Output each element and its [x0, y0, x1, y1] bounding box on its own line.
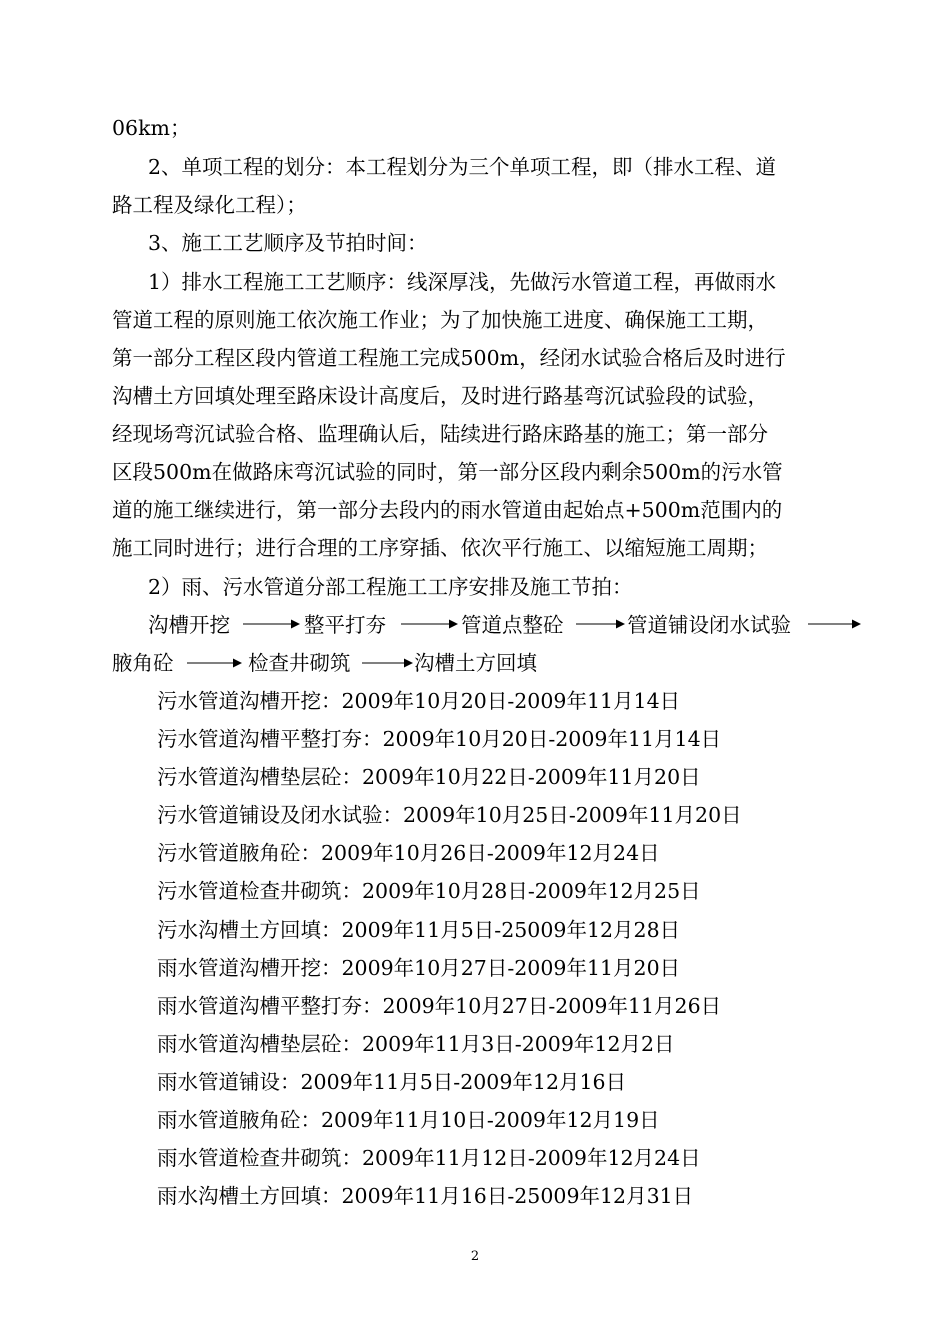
paragraph-line: 道的施工继续进行，第一部分去段内的雨水管道由起始点+500m范围内的	[112, 498, 783, 522]
flow-step: 腋角砼	[112, 651, 174, 675]
schedule-item: 污水管道沟槽平整打夯：2009年10月20日-2009年11月14日	[157, 727, 722, 751]
schedule-item: 雨水沟槽土方回填：2009年11月16日-25009年12月31日	[157, 1184, 694, 1208]
paragraph-line: 管道工程的原则施工依次施工作业；为了加快施工进度、确保施工工期，	[112, 308, 768, 332]
schedule-item: 污水管道沟槽垫层砼：2009年10月22日-2009年11月20日	[157, 765, 701, 789]
flow-step: 检查井砌筑	[248, 651, 351, 675]
schedule-item: 雨水管道沟槽平整打夯：2009年10月27日-2009年11月26日	[157, 994, 722, 1018]
schedule-item: 污水管道铺设及闭水试验：2009年10月25日-2009年11月20日	[157, 803, 742, 827]
paragraph-line: 第一部分工程区段内管道工程施工完成500m，经闭水试验合格后及时进行	[112, 346, 786, 370]
paragraph-line: 路工程及绿化工程）；	[112, 193, 307, 217]
paragraph-line: 06km；	[112, 116, 191, 140]
right-arrow-icon	[243, 617, 301, 631]
paragraph-line: 1）排水工程施工工艺顺序：线深厚浅，先做污水管道工程，再做雨水	[148, 270, 777, 294]
flow-step: 整平打夯	[304, 613, 386, 637]
schedule-item: 雨水管道沟槽垫层砼：2009年11月3日-2009年12月2日	[157, 1032, 675, 1056]
page-number: 2	[470, 1249, 480, 1264]
schedule-item: 污水管道腋角砼：2009年10月26日-2009年12月24日	[157, 841, 660, 865]
schedule-item: 污水管道沟槽开挖：2009年10月20日-2009年11月14日	[157, 689, 681, 713]
flow-step: 沟槽开挖	[148, 613, 230, 637]
paragraph-line: 区段500m在做路床弯沉试验的同时，第一部分区段内剩余500m的污水管	[112, 460, 783, 484]
schedule-item: 雨水管道沟槽开挖：2009年10月27日-2009年11月20日	[157, 956, 681, 980]
flow-step: 管道点整砼	[461, 613, 564, 637]
flow-step: 沟槽土方回填	[414, 651, 537, 675]
right-arrow-icon	[362, 655, 414, 669]
paragraph-line: 经现场弯沉试验合格、监理确认后，陆续进行路床路基的施工；第一部分	[112, 422, 768, 446]
flow-step: 管道铺设闭水试验	[627, 613, 791, 637]
paragraph-line: 施工同时进行；进行合理的工序穿插、依次平行施工、以缩短施工周期；	[112, 536, 768, 560]
schedule-item: 雨水管道铺设：2009年11月5日-2009年12月16日	[157, 1070, 627, 1094]
section-heading: 3、施工工艺顺序及节拍时间：	[148, 231, 428, 255]
right-arrow-icon	[808, 617, 862, 631]
right-arrow-icon	[576, 617, 626, 631]
schedule-item: 污水管道检查井砌筑：2009年10月28日-2009年12月25日	[157, 879, 701, 903]
paragraph-line: 2、单项工程的划分：本工程划分为三个单项工程，即（排水工程、道	[148, 155, 777, 179]
schedule-item: 雨水管道检查井砌筑：2009年11月12日-2009年12月24日	[157, 1146, 701, 1170]
schedule-item: 污水沟槽土方回填：2009年11月5日-25009年12月28日	[157, 918, 681, 942]
paragraph-line: 沟槽土方回填处理至路床设计高度后，及时进行路基弯沉试验段的试验，	[112, 384, 768, 408]
right-arrow-icon	[401, 617, 459, 631]
schedule-item: 雨水管道腋角砼：2009年11月10日-2009年12月19日	[157, 1108, 660, 1132]
right-arrow-icon	[187, 655, 243, 669]
section-heading: 2）雨、污水管道分部工程施工工序安排及施工节拍：	[148, 575, 633, 599]
